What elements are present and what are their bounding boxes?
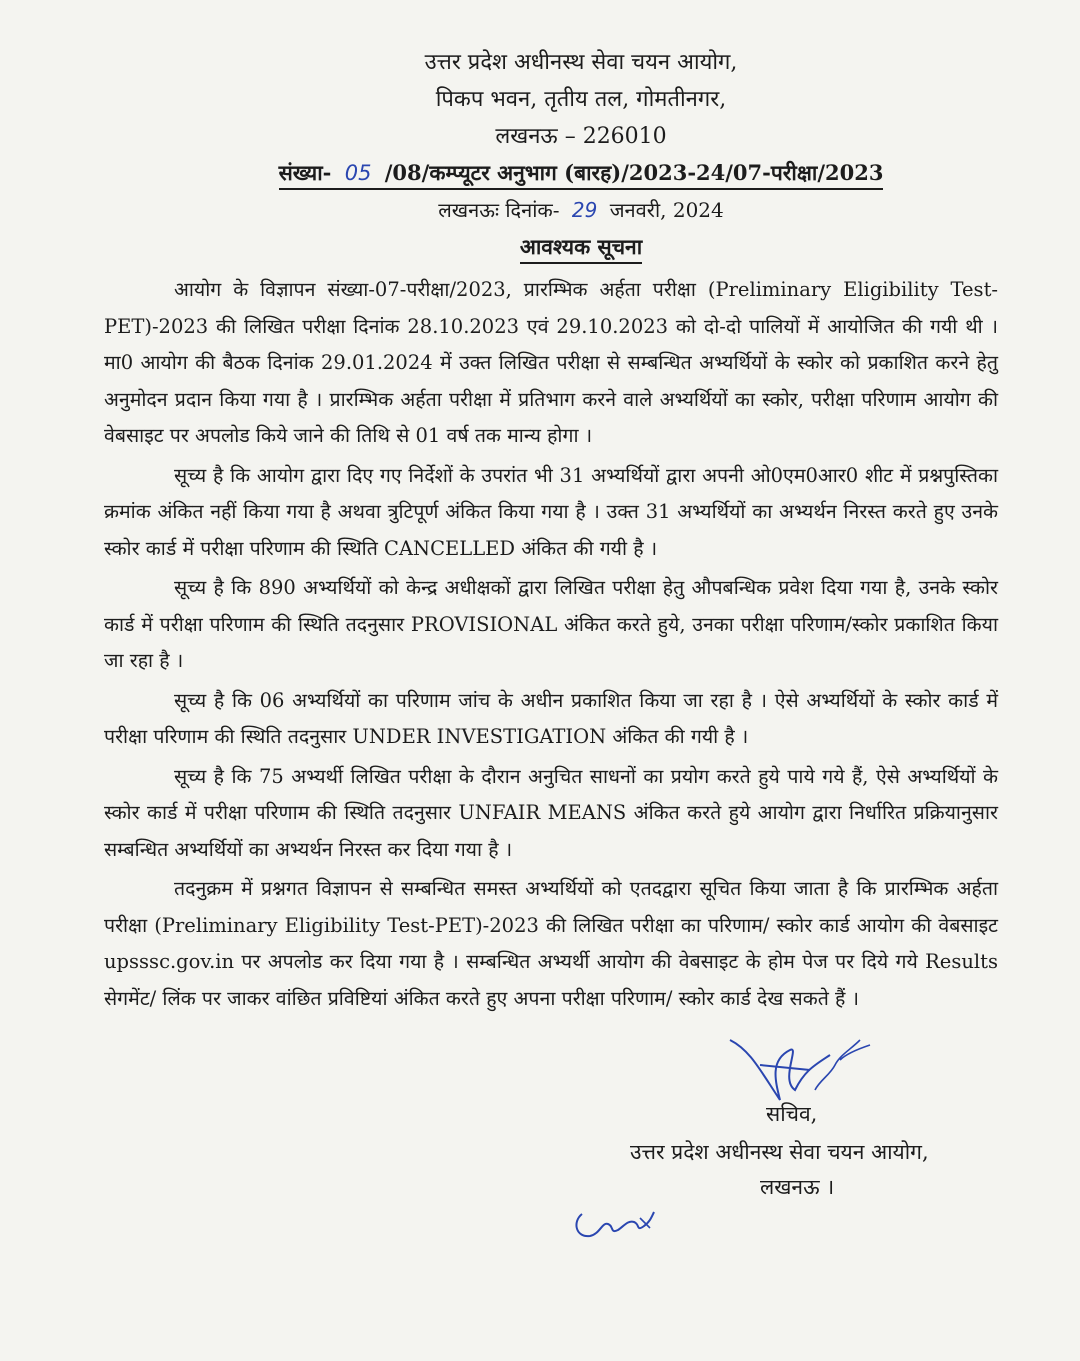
ref-handwritten-number: 05 [344,161,372,185]
paragraph: आयोग के विज्ञापन संख्या-07-परीक्षा/2023, प्रारम्भिक अर्हता परीक्षा (Preliminary Eligibility Test-PET)-2023 की लिखित परीक्षा दिनांक 28.10.2023 एवं 29.10.2023 को दो-दो पालियों में आयोजित की गयी थी । मा0 आयोग की बैठक दिनांक 29.01.2024 में उक्त लिखित परीक्षा से सम्बन्धित अभ्यर्थियों के स्कोर को प्रकाशित करने हेतु अनुमोदन प्रदान किया गया है । प्रारम्भिक अर्हता परीक्षा में प्रतिभाग करने वाले अभ्यर्थियों का स्कोर, परीक्षा परिणाम आयोग की वेबसाइट पर अपलोड किये जाने की तिथि से 01 वर्ष तक मान्य होगा । [104,278,998,447]
letterhead [104,0,998,266]
ref-suffix: /08/कम्प्यूटर अनुभाग (बारह)/2023-24/07-परीक्षा/2023 [384,160,884,185]
signature-block [600,1010,1000,1310]
notice-body [104,272,998,1017]
date-prefix: लखनऊः दिनांक- [438,198,560,222]
org-address: पिकप भवन, तृतीय तल, गोमतीनगर, [435,87,727,112]
signatory-org: उत्तर प्रदेश अधीनस्थ सेवा चयन आयोग, [630,1140,929,1164]
paragraph: तदनुक्रम में प्रश्नगत विज्ञापन से सम्बन्धित समस्त अभ्यर्थियों को एतदद्वारा सूचित किया जाता है कि प्रारम्भिक अर्हता परीक्षा (Preliminary Eligibility Test-PET)-2023 की लिखित परीक्षा का परिणाम/ स्कोर कार्ड आयोग की वेबसाइट upsssc.gov.in पर अपलोड कर दिया गया है । सम्बन्धित अभ्यर्थी आयोग की वेबसाइट के होम पेज पर दिये गये Results सेगमेंट/ लिंक पर जाकर वांछित प्रविष्टियां अंकित करते हुए अपना परीक्षा परिणाम/ स्कोर कार्ड देख सकते हैं । [104,877,998,1010]
paragraph: सूच्य है कि आयोग द्वारा दिए गए निर्देशों के उपरांत भी 31 अभ्यर्थियों द्वारा अपनी ओ0एम0आर0 शीट में प्रश्नपुस्तिका क्रमांक अंकित नहीं किया गया है अथवा त्रुटिपूर्ण अंकित किया गया है । उक्त 31 अभ्यर्थियों का अभ्यर्थन निरस्त करते हुए उनके स्कोर कार्ड में परीक्षा परिणाम की स्थिति CANCELLED अंकित की गयी है । [104,463,998,560]
notice-title: आवश्यक सूचना [520,232,642,264]
ref-prefix: संख्या- [278,160,332,185]
reference-number [279,158,884,190]
signatory-title: सचिव, [766,1102,818,1126]
paragraph: सूच्य है कि 75 अभ्यर्थी लिखित परीक्षा के दौरान अनुचित साधनों का प्रयोग करते हुये पाये गये हैं, ऐसे अभ्यर्थियों के स्कोर कार्ड में परीक्षा परिणाम की स्थिति तदनुसार UNFAIR MEANS अंकित करते हुये आयोग द्वारा निर्धारित प्रक्रियानुसार सम्बन्धित अभ्यर्थियों का अभ्यर्थन निरस्त कर दिया गया है । [104,764,998,861]
paragraph: सूच्य है कि 06 अभ्यर्थियों का परिणाम जांच के अधीन प्रकाशित किया जा रहा है । ऐसे अभ्यर्थियों के स्कोर कार्ड में परीक्षा परिणाम की स्थिति तदनुसार UNDER INVESTIGATION अंकित की गयी है । [104,688,998,748]
org-city-pin: लखनऊ – 226010 [495,124,667,149]
date-handwritten-day: 29 [571,198,598,222]
paragraph: सूच्य है कि 890 अभ्यर्थियों को केन्द्र अधीक्षकों द्वारा लिखित परीक्षा हेतु औपबन्धिक प्रवेश दिया गया है, उनके स्कोर कार्ड में परीक्षा परिणाम की स्थिति तदनुसार PROVISIONAL अंकित करते हुये, उनका परीक्षा परिणाम/स्कोर प्रकाशित किया जा रहा है । [104,576,998,672]
signatory-city: लखनऊ । [760,1175,835,1199]
initials-scribble [570,1200,660,1250]
date-suffix: जनवरी, 2024 [609,198,724,222]
date-line [164,192,998,229]
org-name: उत्तर प्रदेश अधीनस्थ सेवा चयन आयोग, [424,50,738,75]
